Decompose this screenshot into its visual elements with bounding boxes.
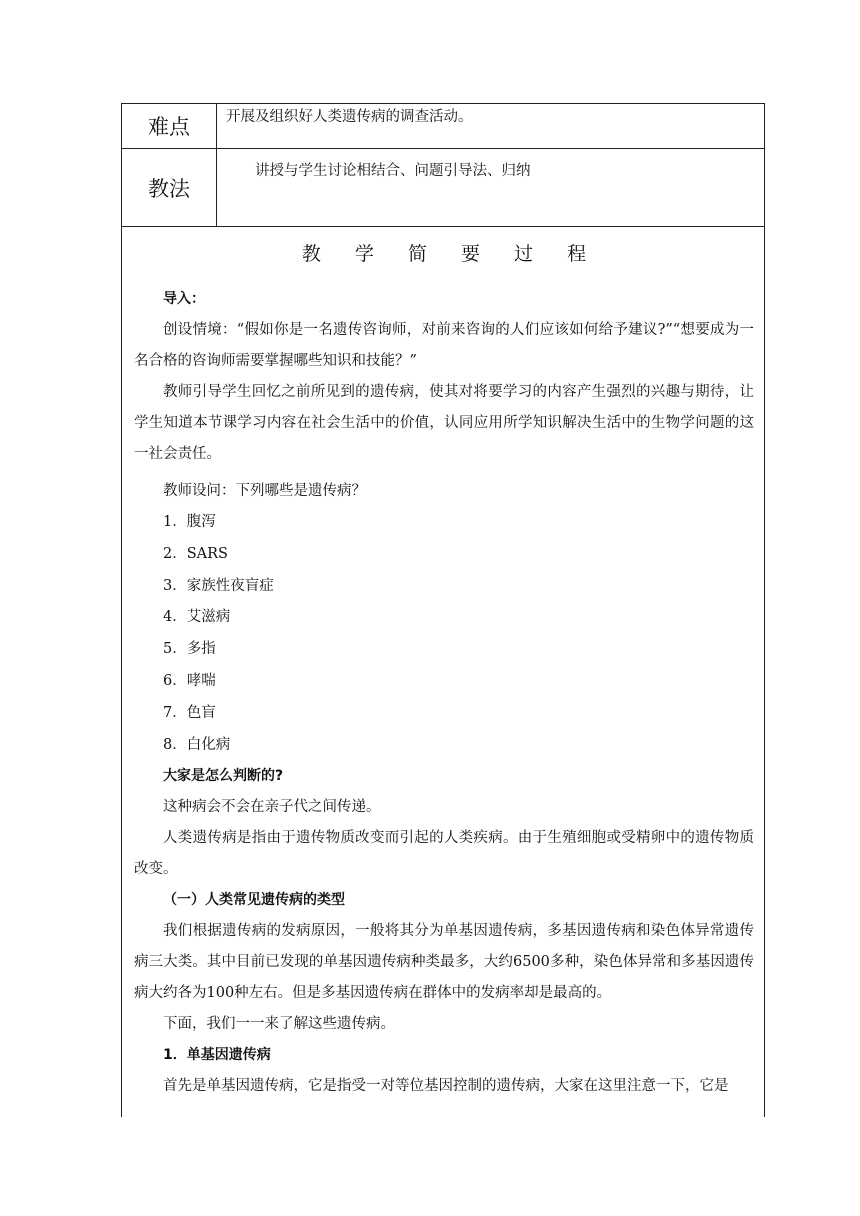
- definition-paragraph: 人类遗传病是指由于遗传物质改变而引起的人类疾病。由于生殖细胞或受精卵中的遗传物质改变。: [134, 830, 754, 878]
- sub1-paragraph: 首先是单基因遗传病，它是指受一对等位基因控制的遗传病，大家在这里注意一下，它是: [163, 1078, 729, 1095]
- list-item: 3．家族性夜盲症: [163, 577, 274, 594]
- list-item: 1．腹泻: [163, 514, 216, 530]
- judge-answer: 这种病会不会在亲子代之间传递。: [163, 799, 381, 816]
- list-item: 2．SARS: [163, 545, 228, 562]
- lesson-plan-table: [121, 103, 765, 1117]
- method-label: 教法: [122, 149, 217, 227]
- process-title: 教 学 简 要 过 程: [301, 243, 601, 265]
- guide-paragraph: 教师引导学生回忆之前所见到的遗传病，使其对将要学习的内容产生强烈的兴趣与期待，让学生知道本节课学习内容在社会生活中的价值，认同应用所学知识解决生活中的生物学问题的这一社会责任。: [134, 384, 754, 462]
- list-item: 6．哮喘: [163, 672, 216, 689]
- method-cell: [217, 149, 765, 227]
- method-text: 讲授与学生讨论相结合、问题引导法、归纳: [255, 163, 531, 179]
- intro-heading: 导入：: [163, 291, 205, 307]
- difficulty-cell: [217, 104, 765, 149]
- section1-paragraph: 我们根据遗传病的发病原因，一般将其分为单基因遗传病，多基因遗传病和染色体异常遗传病三大类。其中目前已发现的单基因遗传病种类最多，大约6500多种，染色体异常和多基因遗传病大约各为100种左右。但是多基因遗传病在群体中的发病率却是最高的。: [134, 923, 754, 1002]
- list-item: 4．艾滋病: [163, 609, 231, 626]
- row-method: [122, 149, 765, 227]
- row-process: [122, 227, 765, 1118]
- difficulty-label: 难点: [122, 104, 217, 149]
- row-difficulty: [122, 104, 765, 149]
- list-item: 5．多指: [163, 641, 216, 658]
- judge-heading: 大家是怎么判断的?: [163, 768, 284, 785]
- difficulty-text: 开展及组织好人类遗传病的调查活动。: [226, 109, 473, 125]
- list-item: 7．色盲: [163, 704, 216, 721]
- sub1-heading: 1．单基因遗传病: [163, 1047, 271, 1064]
- next-paragraph: 下面，我们一一来了解这些遗传病。: [163, 1016, 395, 1033]
- list-item: 8．白化病: [163, 736, 231, 753]
- question-paragraph: 教师设问：下列哪些是遗传病？: [163, 483, 366, 499]
- scenario-paragraph: 创设情境：“假如你是一名遗传咨询师，对前来咨询的人们应该如何给予建议?”“想要成为一名合格的咨询师需要掌握哪些知识和技能？”: [134, 322, 754, 369]
- process-content: [134, 227, 754, 1117]
- section1-heading: （一）人类常见遗传病的类型: [163, 892, 345, 909]
- process-cell: [122, 227, 765, 1118]
